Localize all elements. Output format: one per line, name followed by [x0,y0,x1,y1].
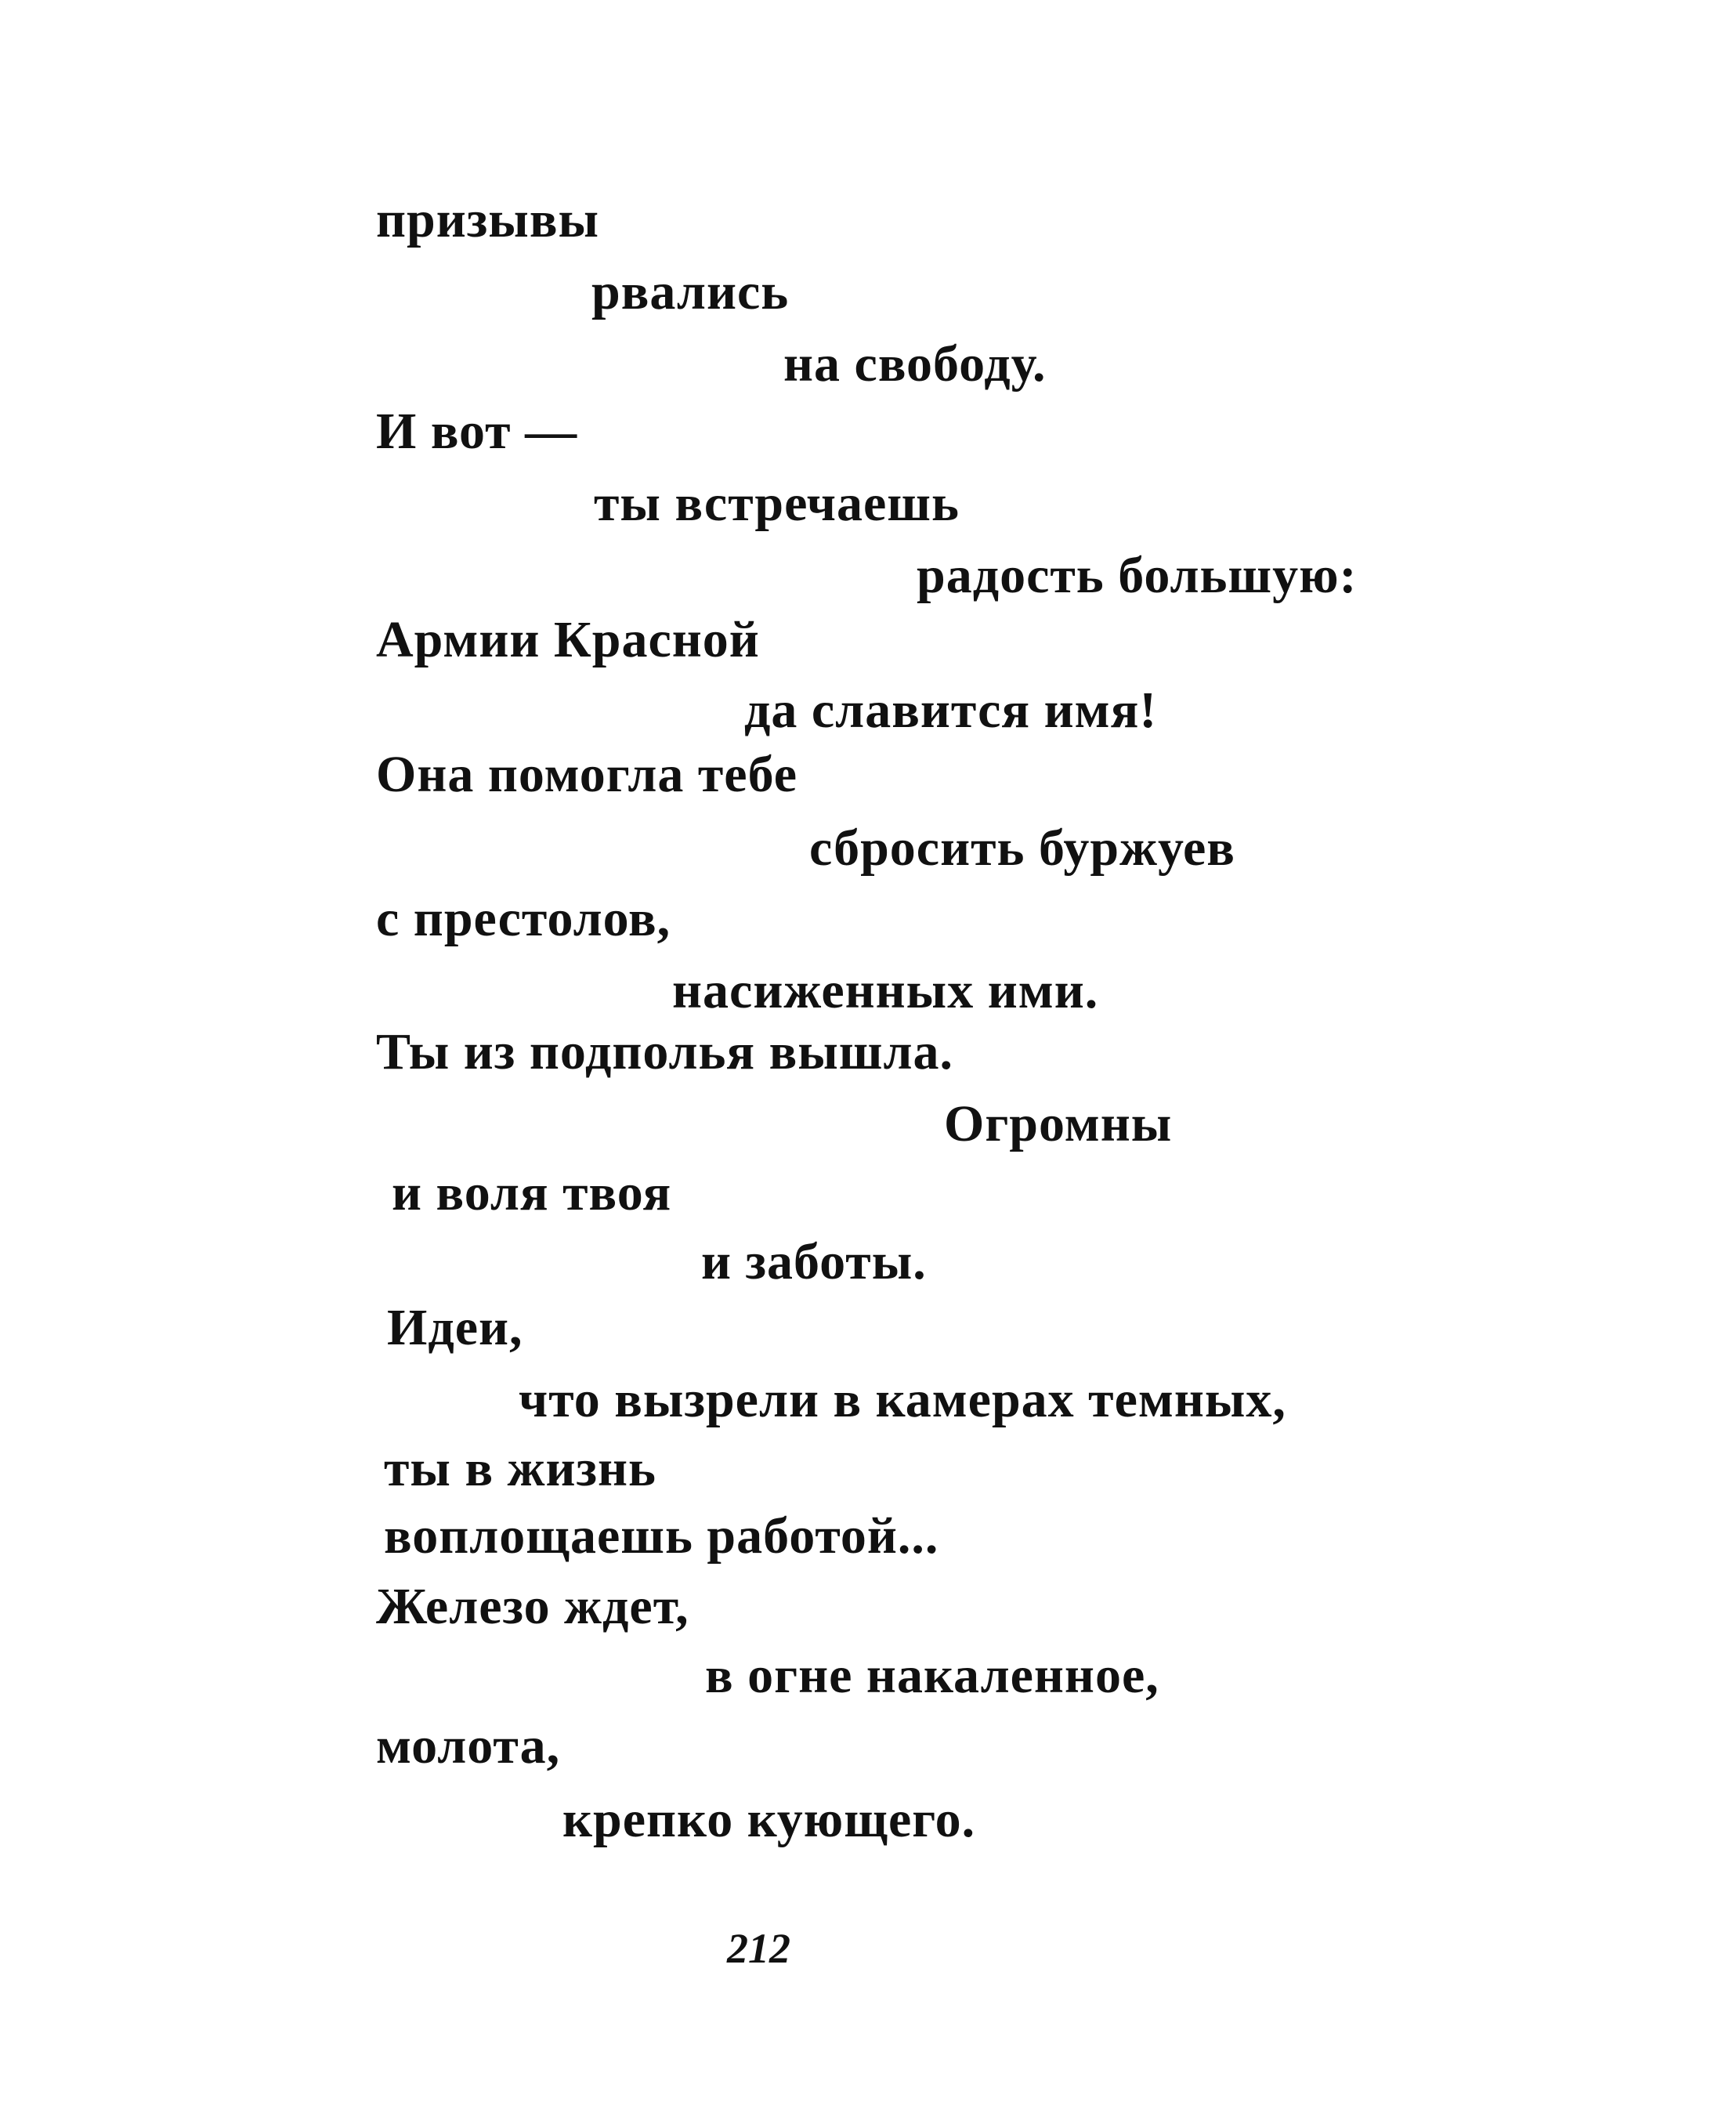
poem-line: в огне накаленное, [705,1647,1159,1704]
poem-line: Железо ждет, [376,1578,689,1635]
page-number: 212 [727,1925,790,1972]
poem-line: И вот — [376,403,578,460]
poem-line: Идеи, [387,1299,523,1356]
poem-line: ты встречаешь [594,475,960,532]
poem-line: радость большую: [917,547,1358,604]
poem-line: Огромны [944,1095,1173,1152]
poem-line: Армии Красной [376,611,760,668]
poem-line: призывы [376,191,599,248]
poem-line: сбросить буржуев [809,819,1235,877]
poem-line: Ты из подполья вышла. [376,1023,954,1080]
poem-line: молота, [376,1717,561,1775]
poem-line: и воля твоя [392,1164,672,1221]
poem-line: на свободу. [783,335,1047,393]
poem-line: рвались [591,263,790,320]
poem-line: да славится имя! [744,682,1158,739]
poem-line: насиженных ими. [672,962,1099,1019]
poem-line: с престолов, [376,890,671,947]
poem-line: что вызрели в камерах темных, [519,1371,1286,1428]
poem-line: крепко кующего. [562,1791,976,1848]
poem-line: и заботы. [701,1233,927,1290]
poem-line: воплощаешь работой... [384,1507,939,1565]
poem-line: Она помогла тебе [376,746,798,803]
poem-line: ты в жизнь [384,1440,656,1497]
